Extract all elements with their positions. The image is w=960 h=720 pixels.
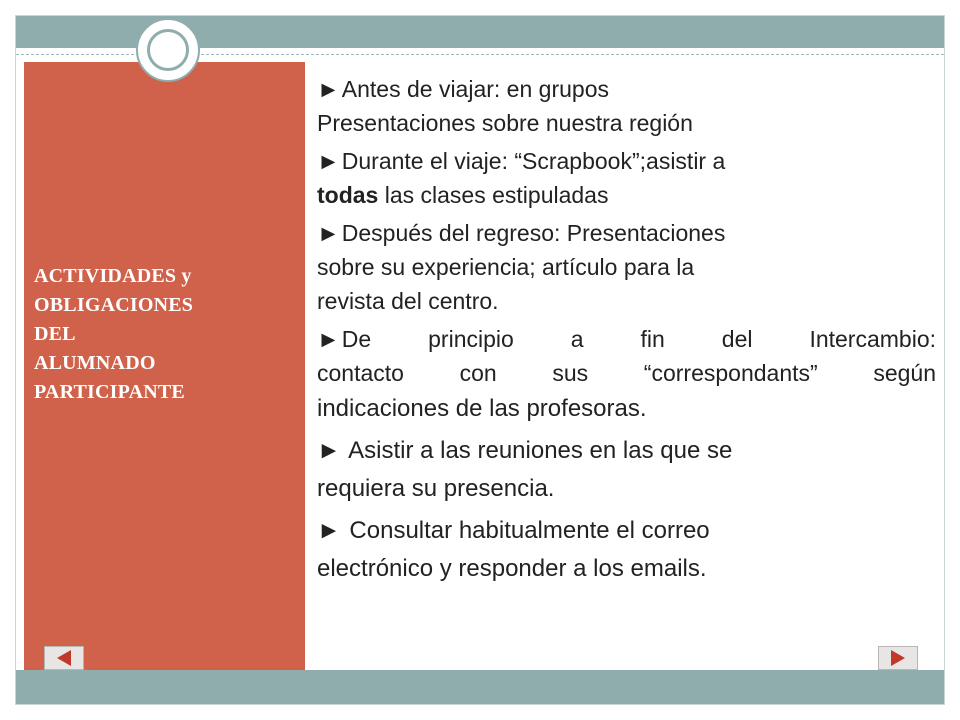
bullet-text: Asistir a las reuniones en las que se [342,437,733,464]
bullet-arrow-icon: ► [317,76,340,102]
bullet-item [310,144,936,212]
bullet-arrow-icon: ► [317,326,340,352]
previous-slide-button[interactable] [44,646,84,670]
bullet-text: contacto con sus “correspondants” según [317,360,936,386]
triangle-right-icon [891,650,905,666]
bullet-item [310,72,936,140]
bullet-item [310,512,936,588]
next-slide-button[interactable] [878,646,918,670]
bullet-text: Durante el viaje: “Scrapbook”;asistir a [341,148,726,174]
circle-emblem-icon [136,18,200,82]
bullet-arrow-icon: ► [317,220,340,246]
bullet-text: Consultar habitualmente el correo [342,517,710,544]
bullet-list [310,72,936,592]
bottom-band [16,670,944,704]
bullet-text: Antes de viajar: en grupos [341,76,609,102]
bullet-arrow-icon: ► [317,148,340,174]
bullet-text: Presentaciones sobre nuestra región [317,110,693,136]
bullet-text: requiera su presencia. [317,475,555,502]
sidebar-panel [24,62,305,670]
bullet-item [310,322,936,428]
circle-emblem-inner [147,29,189,71]
bullet-arrow-icon: ► [317,517,341,544]
bullet-text: De principio a fin del Intercambio: [341,326,936,352]
bullet-text: indicaciones de las profesoras. [317,395,647,422]
bullet-text-bold: todas [317,182,379,208]
bullet-item [310,216,936,318]
bullet-arrow-icon: ► [317,437,341,464]
bullet-text: revista del centro. [317,288,499,314]
bullet-item [310,432,936,508]
bullet-text: electrónico y responder a los emails. [317,555,707,582]
triangle-left-icon [57,650,71,666]
sidebar-title: ACTIVIDADES y OBLIGACIONES DEL ALUMNADO PARTICIPANTE [34,265,194,403]
bullet-text: sobre su experiencia; artículo para la [317,254,695,280]
bullet-text: las clases estipuladas [378,182,609,208]
bullet-text: Después del regreso: Presentaciones [341,220,726,246]
